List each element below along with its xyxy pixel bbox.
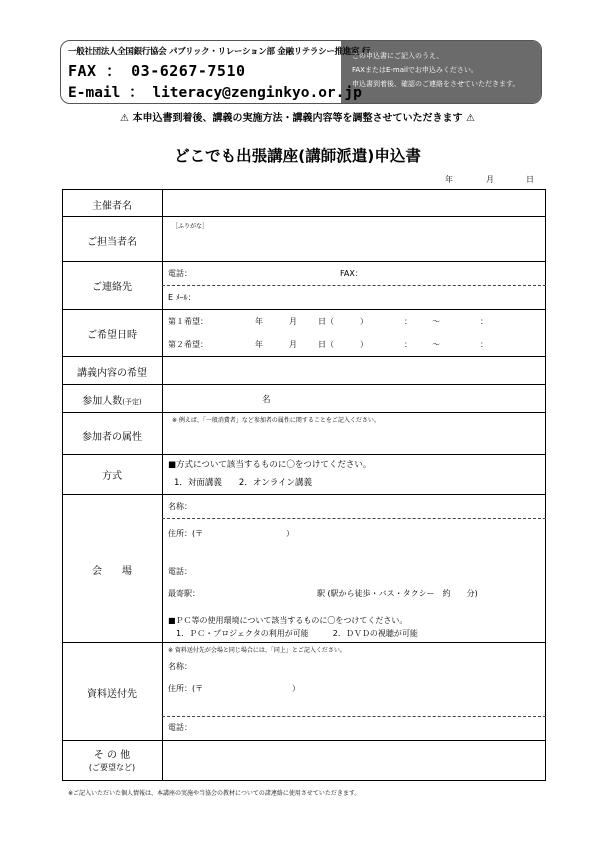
pc-instruction: ■ＰＣ等の使用環境について該当するものに〇をつけてください。 [168,616,408,625]
shipping-name-label: 名称： [168,662,192,671]
venue-address-close: ） [286,529,294,538]
date-preference-label: ご希望日時 [87,330,137,341]
choice2-month: 月 [289,340,297,349]
shipping-phone-label: 電話： [168,723,192,732]
choice2-label: 第２希望： [168,340,208,349]
other-label: そ の 他 [93,750,131,761]
row-divider [62,261,546,262]
shipping-note: ※ 資料送付先が会場と同じ場合には、「同上」とご記入ください。 [168,647,346,654]
choice2-tilde: ～ [432,340,440,349]
choice2-year: 年 [255,340,263,349]
furigana-label: ［ふりがな］ [172,223,209,230]
row-divider [62,454,546,455]
shipping-address-label: 住所：(〒 [168,684,204,693]
choice1-day: 日（ [318,317,334,326]
instruction-line-2: FAXまたはE-mailでお申込みください。 [352,66,478,74]
choice1-colon2: ： [480,317,488,326]
dashed-divider [162,285,546,286]
tel-label: 電話： [168,269,192,278]
fax-label: FAX： [340,269,363,278]
date-month: 月 [486,175,494,184]
choice1-year: 年 [255,317,263,326]
dashed-divider [162,518,546,519]
pc-options: 1．ＰＣ・プロジェクタの利用が可能 2．ＤＶＤの視聴が可能 [176,629,418,638]
recipient-address: 一般社団法人全国銀行協会 パブリック・リレーション部 金融リテラシー推進室 行 [68,47,370,57]
date-year: 年 [445,175,453,184]
choice2-colon2: ： [480,340,488,349]
choice1-month: 月 [289,317,297,326]
shipping-address-close: ） [292,684,300,693]
email-address: E-mail ： literacy@zenginkyo.or.jp [68,85,362,101]
page-title: どこでも出張講座(講師派遣)申込書 [174,147,421,165]
dashed-divider [162,716,546,717]
instruction-line-3: 申込書到着後、確認のご連絡をさせていただきます。 [352,80,520,88]
date-day: 日 [526,175,534,184]
email-label: E ﾒｰﾙ： [168,293,196,302]
label-column-divider [162,189,163,781]
other-note: (ご要望など) [88,763,136,772]
row-divider [62,412,546,413]
choice1-label: 第１希望： [168,317,208,326]
method-instruction: ■方式について該当するものに〇をつけてください。 [168,460,372,470]
notice-text: ⚠ 本申込書到着後、講義の実施方法・講義内容等を調整させていただきます ⚠ [120,113,475,124]
venue-name-label: 名称： [168,502,192,511]
shipping-label: 資料送付先 [87,689,137,700]
venue-label: 会 場 [92,566,132,577]
instruction-line-1: この申込書にご記入のうえ、 [352,52,444,60]
fax-number: FAX ： 03-6267-7510 [68,62,246,80]
attributes-label: 参加者の属性 [82,432,142,443]
venue-address-label: 住所：(〒 [168,529,204,538]
row-divider [62,740,546,741]
station-label: 最寄駅： [168,589,200,598]
attributes-note: ※ 例えば、「一般消費者」など参加者の属性に関することをご記入ください。 [172,417,380,424]
venue-phone-label: 電話： [168,567,192,576]
row-divider [62,356,546,357]
choice2-day: 日（ [318,340,334,349]
organizer-label: 主催者名 [92,201,132,212]
row-divider [62,309,546,310]
method-options: 1．対面講義 2．オンライン講義 [174,478,313,488]
row-divider [62,216,546,217]
attendees-unit: 名 [262,395,271,405]
choice1-colon: ： [404,317,412,326]
choice2-colon: ： [404,340,412,349]
choice2-paren: ） [360,340,368,349]
contact-person-label: ご担当者名 [87,237,137,248]
station-detail: 駅 (駅から徒歩・バス・タクシー 約 分) [317,589,478,598]
contact-label: ご連絡先 [92,282,132,293]
row-divider [62,494,546,495]
content-preference-label: 講義内容の希望 [77,368,147,379]
privacy-footnote: ※ご記入いただいた個人情報は、本講座の実施や当協会の教材についての諸連絡に使用させていただきます。 [68,790,361,797]
method-label: 方式 [102,471,122,482]
choice1-paren: ） [360,317,368,326]
attendees-label: 参加人数(予定) [82,396,142,407]
row-divider [62,384,546,385]
row-divider [62,642,546,643]
choice1-tilde: ～ [432,317,440,326]
